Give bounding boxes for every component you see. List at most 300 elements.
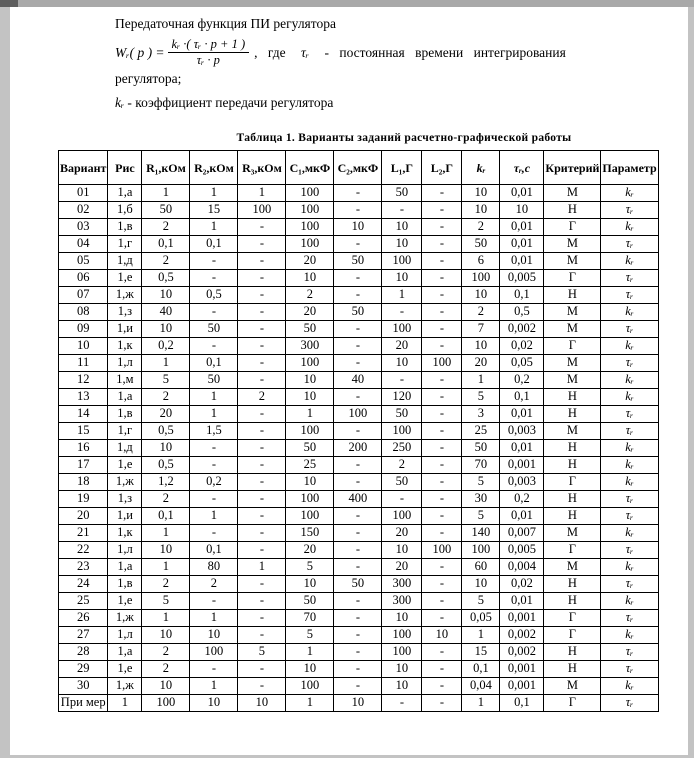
table-cell: - (422, 695, 462, 712)
table-cell: τᵣ (601, 491, 658, 508)
table-row (59, 508, 659, 525)
table-cell: - (334, 593, 382, 610)
table-cell: 1,г (108, 423, 142, 440)
table-cell: 1 (382, 287, 422, 304)
table-cell: 100 (462, 542, 500, 559)
table-cell: - (238, 474, 286, 491)
formula-where-clause (254, 45, 566, 61)
table-cell: 1,а (108, 644, 142, 661)
table-cell: 10 (382, 678, 422, 695)
table-cell: 60 (462, 559, 500, 576)
table-row (59, 491, 659, 508)
table-cell: kᵣ (601, 219, 658, 236)
table-cell: 0,001 (500, 457, 544, 474)
table-cell: М (544, 355, 601, 372)
table-cell: - (422, 287, 462, 304)
table-cell: 1 (190, 219, 238, 236)
table-cell: - (238, 661, 286, 678)
table-cell: 70 (286, 610, 334, 627)
table-cell: 100 (286, 219, 334, 236)
table-cell: 15 (190, 202, 238, 219)
table-cell: 100 (286, 678, 334, 695)
table-cell: kᵣ (601, 474, 658, 491)
table-cell: 25 (462, 423, 500, 440)
table-cell: 11 (59, 355, 108, 372)
table-cell: - (334, 202, 382, 219)
table-row (59, 304, 659, 321)
table-row (59, 287, 659, 304)
table-cell: 27 (59, 627, 108, 644)
table-cell: - (334, 474, 382, 491)
table-cell: 20 (382, 525, 422, 542)
table-row (59, 270, 659, 287)
table-cell: 26 (59, 610, 108, 627)
table-cell: Г (544, 610, 601, 627)
table-cell: - (422, 678, 462, 695)
table-row (59, 389, 659, 406)
table-cell: 0,2 (500, 372, 544, 389)
table-cell: 1,а (108, 559, 142, 576)
table-cell: 1 (190, 508, 238, 525)
table-cell: 10 (238, 695, 286, 712)
table-cell: 140 (462, 525, 500, 542)
table-cell: - (422, 219, 462, 236)
table-row (59, 474, 659, 491)
table-cell: 100 (422, 542, 462, 559)
table-cell: 1,ж (108, 610, 142, 627)
table-cell: 50 (462, 440, 500, 457)
table-cell: 150 (286, 525, 334, 542)
table-cell: Н (544, 457, 601, 474)
table-cell: - (238, 338, 286, 355)
k-definition: - коэффициент передачи регулятора (127, 95, 334, 110)
table-cell: 0,01 (500, 219, 544, 236)
table-cell: - (190, 661, 238, 678)
table-cell: τᵣ (601, 236, 658, 253)
table-cell: Г (544, 627, 601, 644)
table-cell: - (422, 457, 462, 474)
table-cell: 28 (59, 644, 108, 661)
table-cell: 1,д (108, 440, 142, 457)
table-cell: 50 (382, 406, 422, 423)
table-cell: 100 (286, 355, 334, 372)
table-cell: 10 (334, 219, 382, 236)
table-row (59, 236, 659, 253)
table-cell: Н (544, 406, 601, 423)
table-cell: 250 (382, 440, 422, 457)
table-cell: - (382, 304, 422, 321)
table-cell: 1 (286, 644, 334, 661)
table-cell: 400 (334, 491, 382, 508)
table-cell: 40 (142, 304, 190, 321)
table-cell: 50 (334, 253, 382, 270)
table-cell: 2 (382, 457, 422, 474)
table-cell: 1,м (108, 372, 142, 389)
table-cell: τᵣ (601, 695, 658, 712)
table-cell: 10 (142, 287, 190, 304)
table-cell: 1 (190, 185, 238, 202)
table-cell: 10 (286, 372, 334, 389)
table-cell: Н (544, 593, 601, 610)
table-cell: - (422, 491, 462, 508)
table-cell: - (422, 185, 462, 202)
column-header: τᵣ,с (500, 151, 544, 185)
table-cell: 10 (334, 695, 382, 712)
table-cell: 0,2 (142, 338, 190, 355)
table-cell: 0,01 (500, 406, 544, 423)
table-cell: 25 (286, 457, 334, 474)
table-cell: 1 (190, 610, 238, 627)
table-row (59, 593, 659, 610)
table-cell: М (544, 236, 601, 253)
table-cell: 1,е (108, 457, 142, 474)
column-header: R₂,кОм (190, 151, 238, 185)
table-cell: kᵣ (601, 593, 658, 610)
table-cell: М (544, 253, 601, 270)
table-cell: 10 (382, 610, 422, 627)
table-cell: 1,ж (108, 287, 142, 304)
table-row (59, 576, 659, 593)
table-cell: τᵣ (601, 355, 658, 372)
table-cell: kᵣ (601, 678, 658, 695)
table-cell: 02 (59, 202, 108, 219)
table-cell: - (238, 542, 286, 559)
table-cell: 0,005 (500, 270, 544, 287)
table-cell: - (422, 304, 462, 321)
table-cell: τᵣ (601, 576, 658, 593)
table-cell: 10 (382, 542, 422, 559)
table-cell: 5 (462, 593, 500, 610)
table-cell: Н (544, 389, 601, 406)
table-cell: Г (544, 270, 601, 287)
table-cell: 1,е (108, 661, 142, 678)
table-cell: 06 (59, 270, 108, 287)
column-header: Вариант (59, 151, 108, 185)
table-cell: 0,5 (142, 423, 190, 440)
table-cell: - (334, 355, 382, 372)
table-cell: 0,002 (500, 644, 544, 661)
table-cell: 1,д (108, 253, 142, 270)
table-cell: 1,к (108, 338, 142, 355)
table-row (59, 627, 659, 644)
table-cell: 10 (462, 338, 500, 355)
table-cell: 0,01 (500, 508, 544, 525)
table-cell: kᵣ (601, 457, 658, 474)
table-cell: - (238, 321, 286, 338)
table-cell: - (334, 542, 382, 559)
table-cell: 0,1 (190, 236, 238, 253)
table-cell: 100 (422, 355, 462, 372)
table-cell: 100 (286, 423, 334, 440)
table-cell: kᵣ (601, 253, 658, 270)
table-cell: - (238, 491, 286, 508)
table-cell: 0,001 (500, 610, 544, 627)
table-cell: - (422, 610, 462, 627)
table-cell: 16 (59, 440, 108, 457)
table-cell: - (238, 525, 286, 542)
table-cell: 1,в (108, 406, 142, 423)
table-row (59, 525, 659, 542)
formula-lhs: Wᵣ( p ) = (115, 44, 165, 60)
column-header: kᵣ (462, 151, 500, 185)
table-cell: - (238, 372, 286, 389)
table-cell: - (422, 202, 462, 219)
table-cell: 2 (142, 644, 190, 661)
table-cell: 30 (59, 678, 108, 695)
table-cell: τᵣ (601, 542, 658, 559)
table-cell: - (238, 678, 286, 695)
table-cell: 70 (462, 457, 500, 474)
table-cell: 2 (142, 576, 190, 593)
table-cell: 1 (142, 355, 190, 372)
table-cell: - (422, 508, 462, 525)
table-cell: 07 (59, 287, 108, 304)
table-cell: 15 (59, 423, 108, 440)
table-cell: 10 (286, 576, 334, 593)
table-cell: 100 (286, 508, 334, 525)
table-cell: 50 (286, 321, 334, 338)
table-cell: 6 (462, 253, 500, 270)
table-cell: 0,1 (142, 508, 190, 525)
table-cell: 50 (286, 440, 334, 457)
table-cell: 2 (286, 287, 334, 304)
table-cell: 0,05 (500, 355, 544, 372)
table-cell: 20 (286, 253, 334, 270)
table-cell: 5 (142, 372, 190, 389)
table-cell: 5 (286, 627, 334, 644)
table-cell: - (422, 338, 462, 355)
table-row (59, 457, 659, 474)
table-cell: 0,1 (462, 661, 500, 678)
table-cell: 1,а (108, 389, 142, 406)
table-cell: 10 (142, 678, 190, 695)
table-title: Таблица 1. Варианты заданий расчетно-графической работы (236, 132, 572, 144)
table-cell: 1,е (108, 593, 142, 610)
table-cell: 1,5 (190, 423, 238, 440)
formula-where-wrap: регулятора; (115, 71, 182, 86)
table-cell: - (334, 661, 382, 678)
table-cell: 1,е (108, 270, 142, 287)
table-cell: 0,01 (500, 593, 544, 610)
table-head (59, 151, 659, 185)
table-cell: - (422, 406, 462, 423)
k-definition-line (115, 94, 648, 112)
table-cell: - (334, 678, 382, 695)
table-cell: 2 (462, 219, 500, 236)
table-cell: - (334, 338, 382, 355)
scan-corner-mark (0, 0, 18, 7)
table-cell: kᵣ (601, 185, 658, 202)
table-cell: - (334, 525, 382, 542)
table-cell: 10 (462, 287, 500, 304)
table-cell: - (190, 457, 238, 474)
table-cell: - (334, 559, 382, 576)
table-cell: М (544, 372, 601, 389)
table-cell: 50 (334, 304, 382, 321)
table-cell: - (190, 593, 238, 610)
header-row (59, 151, 659, 185)
table-cell: - (422, 389, 462, 406)
table-cell: τᵣ (601, 661, 658, 678)
table-cell: 09 (59, 321, 108, 338)
table-cell: - (238, 508, 286, 525)
table-cell: 0,01 (500, 185, 544, 202)
table-cell: - (334, 321, 382, 338)
table-cell: 100 (382, 644, 422, 661)
table-cell: 1,г (108, 236, 142, 253)
table-cell: 3 (462, 406, 500, 423)
table-cell: М (544, 525, 601, 542)
table-cell: 12 (59, 372, 108, 389)
table-cell: 1,в (108, 219, 142, 236)
table-cell: kᵣ (601, 389, 658, 406)
table-cell: - (422, 593, 462, 610)
table-cell: 1 (190, 678, 238, 695)
table-cell: kᵣ (601, 372, 658, 389)
table-cell: - (238, 610, 286, 627)
table-cell: - (238, 576, 286, 593)
table-cell: 1 (286, 695, 334, 712)
table-cell: 1 (462, 627, 500, 644)
table-cell: 20 (462, 355, 500, 372)
table-cell: kᵣ (601, 304, 658, 321)
table-cell: 1,ж (108, 678, 142, 695)
table-cell: 1,з (108, 304, 142, 321)
table-cell: 50 (142, 202, 190, 219)
table-cell: 300 (382, 576, 422, 593)
table-cell: 10 (382, 270, 422, 287)
table-cell: Г (544, 338, 601, 355)
table-cell: - (238, 406, 286, 423)
table-cell: 0,1 (500, 695, 544, 712)
table-cell: 1,л (108, 542, 142, 559)
table-cell: 10 (286, 389, 334, 406)
table-cell: 0,1 (190, 542, 238, 559)
table-cell: 7 (462, 321, 500, 338)
table-cell: 10 (59, 338, 108, 355)
table-cell: τᵣ (601, 287, 658, 304)
table-cell: τᵣ (601, 644, 658, 661)
table-cell: - (334, 457, 382, 474)
table-cell: Н (544, 287, 601, 304)
table-cell: 10 (382, 219, 422, 236)
table-cell: 0,001 (500, 678, 544, 695)
table-cell: М (544, 185, 601, 202)
table-cell: τᵣ (601, 202, 658, 219)
table-cell: 1,л (108, 355, 142, 372)
table-cell: - (190, 270, 238, 287)
table-cell: 10 (462, 576, 500, 593)
table-row (59, 440, 659, 457)
intro-section (115, 15, 648, 112)
table-cell: - (334, 389, 382, 406)
table-cell: М (544, 304, 601, 321)
table-cell: М (544, 559, 601, 576)
table-cell: 0,1 (500, 287, 544, 304)
table-cell: - (382, 491, 422, 508)
tau-definition: - постоянная времени интегрирования (324, 44, 566, 60)
table-cell: 2 (238, 389, 286, 406)
table-cell: 10 (286, 661, 334, 678)
table-cell: 0,001 (500, 661, 544, 678)
formula-fraction (168, 37, 250, 68)
table-row (59, 406, 659, 423)
table-cell: 2 (462, 304, 500, 321)
table-cell: 1,з (108, 491, 142, 508)
table-cell: - (238, 287, 286, 304)
table-cell: 100 (382, 627, 422, 644)
table-cell: 17 (59, 457, 108, 474)
table-cell: - (422, 440, 462, 457)
table-cell: Н (544, 202, 601, 219)
table-cell: 5 (462, 508, 500, 525)
table-cell: 20 (142, 406, 190, 423)
table-cell: 23 (59, 559, 108, 576)
table-cell: - (238, 219, 286, 236)
table-cell: 10 (142, 440, 190, 457)
table-cell: 100 (190, 644, 238, 661)
table-cell: - (238, 236, 286, 253)
table-row (59, 542, 659, 559)
table-cell: τᵣ (601, 508, 658, 525)
table-cell: - (422, 236, 462, 253)
table-cell: 80 (190, 559, 238, 576)
table-cell: 2 (142, 491, 190, 508)
table-cell: kᵣ (601, 627, 658, 644)
formula-where: , где (254, 44, 286, 60)
table-cell: 100 (238, 202, 286, 219)
table-cell: 0,007 (500, 525, 544, 542)
table-cell: 10 (142, 321, 190, 338)
table-cell: - (238, 440, 286, 457)
table-cell: 20 (59, 508, 108, 525)
column-header: Критерий (544, 151, 601, 185)
table-cell: При мер (59, 695, 108, 712)
table-cell: Н (544, 661, 601, 678)
table-row (59, 321, 659, 338)
table-cell: 18 (59, 474, 108, 491)
table-cell: 10 (462, 185, 500, 202)
table-cell: 200 (334, 440, 382, 457)
table-cell: 1,к (108, 525, 142, 542)
table-cell: 100 (286, 236, 334, 253)
viewer-top-edge (0, 0, 694, 7)
table-cell: 50 (334, 576, 382, 593)
table-row (59, 678, 659, 695)
table-cell: 20 (382, 559, 422, 576)
formula-numerator: kᵣ ·( τᵣ · p + 1 ) (168, 37, 250, 53)
table-cell: 100 (382, 423, 422, 440)
table-cell: - (422, 644, 462, 661)
table-cell: - (422, 423, 462, 440)
table-cell: Н (544, 491, 601, 508)
column-header: C₂,мкФ (334, 151, 382, 185)
table-cell: 100 (286, 185, 334, 202)
table-cell: 1,б (108, 202, 142, 219)
table-cell: 5 (462, 474, 500, 491)
table-cell: Н (544, 644, 601, 661)
table-cell: 0,1 (190, 355, 238, 372)
k-symbol: kᵣ (115, 95, 125, 110)
table-cell: 50 (190, 321, 238, 338)
table-cell: 0,2 (500, 491, 544, 508)
document-page (10, 7, 688, 755)
table-cell: 22 (59, 542, 108, 559)
table-cell: kᵣ (601, 525, 658, 542)
table-cell: 10 (382, 236, 422, 253)
table-cell: 50 (462, 236, 500, 253)
table-cell: 0,1 (142, 236, 190, 253)
